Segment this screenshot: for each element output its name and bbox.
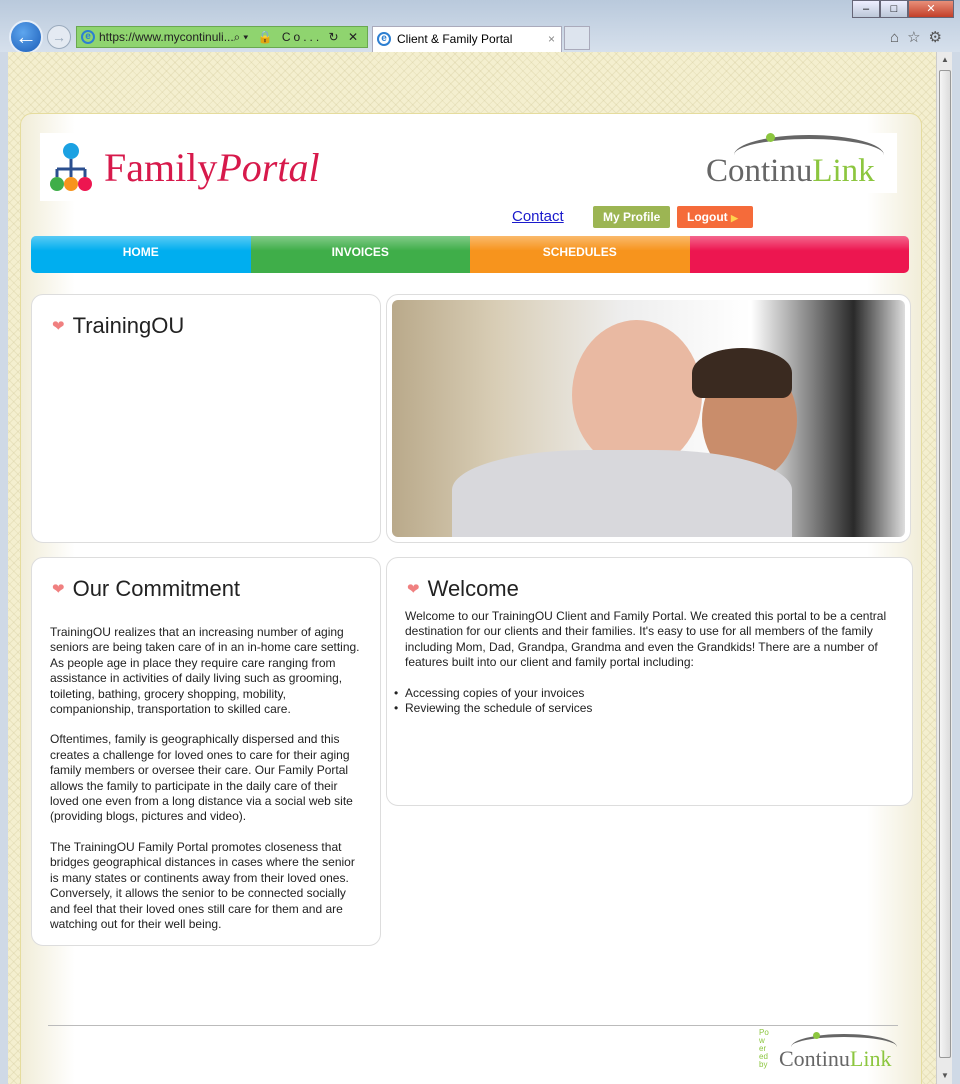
nav-extra[interactable] [690,236,910,273]
photo-box [386,294,911,543]
logout-button[interactable] [677,206,753,228]
continulink-logo [706,133,897,193]
commitment-title: Our Commitment [72,576,241,601]
heart-icon: ❤ [52,318,65,335]
welcome-text: Welcome to our TrainingOU Client and Family Portal. We created this portal to be a central destination for our clients and their families. It's easy to use for all members of the family including Mom, Dad, Grandpa, Grandma and even the Grandkids! There are a number of features built into our client and family portal including: [405,609,887,670]
commitment-paragraph: The TrainingOU Family Portal promotes closeness that bridges geographical distances in cases where the senior is many states or continents away from their loved ones. Conversely, it allows the senior to be connected socially and feel that their loved ones still care for them and are watching out for their well being. [50,839,355,931]
page-viewport [8,52,936,1084]
powered-by-text: Powered by [759,1028,769,1069]
heart-icon: ❤ [52,581,65,598]
address-extra: Co... [281,30,323,44]
feature-item: • Accessing copies of your invoices [405,686,895,701]
portal-page [20,113,922,1084]
nav-schedules[interactable]: SCHEDULES [470,236,690,273]
address-bar[interactable] [76,26,368,48]
feature-item: • Reviewing the schedule of services [405,701,895,716]
family-portal-logo[interactable] [40,133,321,201]
close-window-button[interactable]: ✕ [908,0,954,18]
vertical-scrollbar[interactable] [936,52,952,1084]
minimize-button[interactable]: – [852,0,880,18]
commitment-paragraph: Oftentimes, family is geographically dispersed and this creates a challenge for loved ones to care for their aging family members or oversee their care. Our Family Portal allows the family to participate in the daily care of their loved one even from a long distance via a social web site (providing blogs, pictures and video). [50,732,353,824]
close-tab-icon[interactable]: × [547,32,555,46]
footer-divider [48,1025,898,1026]
commitment-paragraph: TrainingOU realizes that an increasing number of aging seniors are being taken care of in an in-home care setting. As people age in place they require care ranging from assistance in activities of daily living such as grooming, toileting, bathing, grocery shopping, mobility, companionship, transportation to skilled care. [50,625,360,717]
home-icon[interactable]: ⌂ [890,29,908,46]
footer-logo-a: Continu [779,1046,850,1071]
tab-client-family-portal[interactable] [372,26,562,52]
logout-label: Logout [687,210,728,224]
commitment-box [31,557,381,946]
logo-text-portal: Portal [217,144,320,190]
grandfather-grandson-photo [392,300,905,537]
logo-a: Continu [706,153,813,189]
address-tools[interactable]: ⌕▾ 🔒 Co... ↻ ✕ [233,30,361,44]
nav-invoices[interactable]: INVOICES [251,236,471,273]
ie-icon: e [377,32,391,46]
gear-icon[interactable]: ⚙ [928,29,950,46]
welcome-box [386,557,913,806]
back-button[interactable]: ← [9,20,43,54]
arrow-right-icon: ▶ [731,213,738,223]
browser-chrome [0,0,960,52]
main-nav [31,236,909,273]
scroll-down-icon[interactable]: ▼ [941,1071,949,1080]
heart-icon: ❤ [407,581,420,598]
footer-continulink-logo[interactable] [773,1032,903,1074]
scroll-thumb[interactable] [939,70,951,1058]
my-profile-button[interactable]: My Profile [593,206,670,228]
logo-b: Link [812,153,875,189]
org-box [31,294,381,543]
url-text: https://www.mycontinuli... [99,30,234,44]
family-tree-icon [48,142,94,192]
org-title: TrainingOU [72,313,185,338]
logo-text-family: Family [104,144,218,190]
welcome-title: Welcome [427,576,519,601]
tab-title: Client & Family Portal [397,32,513,46]
forward-button[interactable]: → [47,25,71,49]
nav-home[interactable]: HOME [31,236,251,273]
footer-logo-b: Link [849,1046,892,1071]
maximize-button[interactable]: □ [880,0,908,18]
scroll-up-icon[interactable]: ▲ [941,55,949,64]
star-icon[interactable]: ☆ [907,29,929,46]
new-tab-button[interactable] [564,26,590,50]
ie-icon: e [81,30,95,44]
contact-link[interactable]: Contact [512,208,564,225]
